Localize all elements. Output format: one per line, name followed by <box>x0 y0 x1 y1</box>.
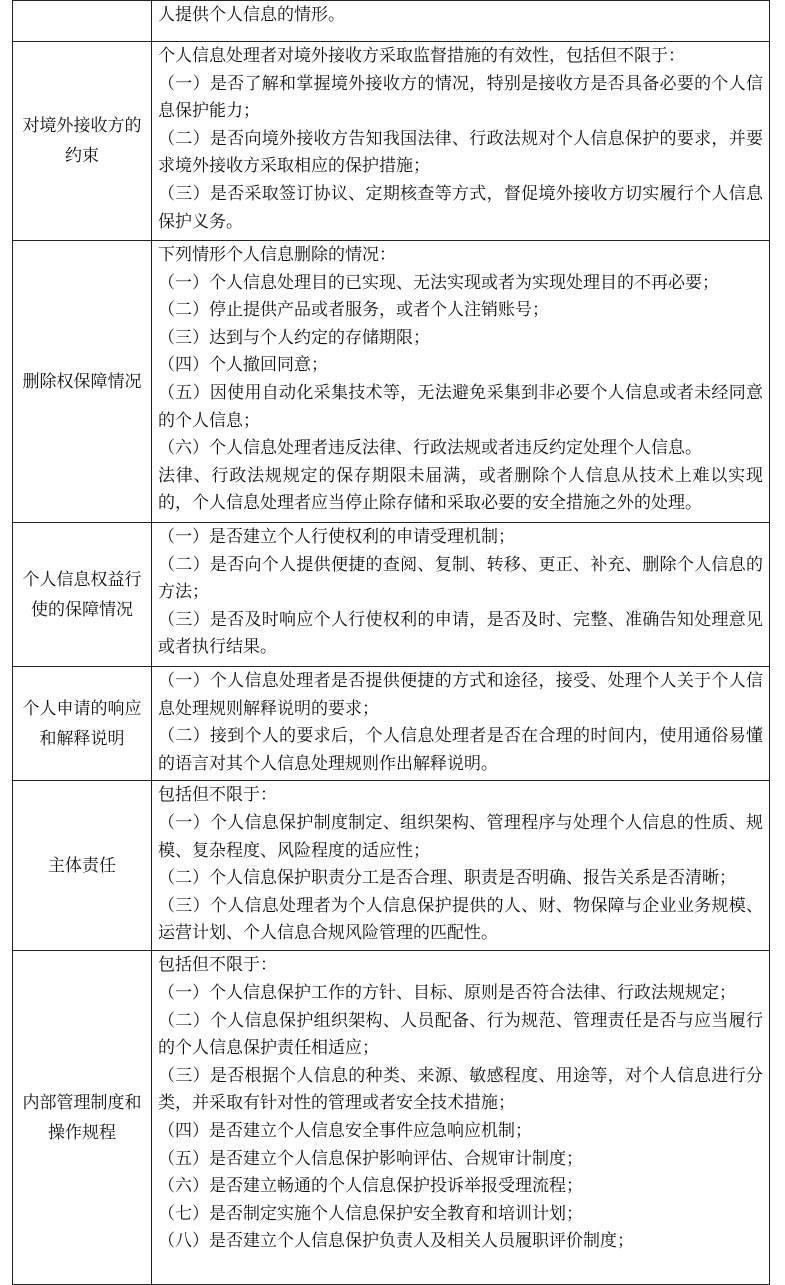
content-line: （三）是否采取签订协议、定期核查等方式，督促境外接收方切实履行个人信息保护义务。 <box>158 183 763 232</box>
row-label: 个人信息权益行使的保障情况 <box>13 523 152 667</box>
content-line: 个人信息处理者对境外接收方采取监督措施的有效性，包括但不限于： <box>158 46 685 66</box>
content-line: （五）是否建立个人信息保护影响评估、合规审计制度； <box>158 1148 583 1169</box>
content-line: （二）停止提供产品或者服务，或者个人注销账号； <box>158 300 549 321</box>
content-line: （一）个人信息处理目的已实现、无法实现或者为实现处理目的不再必要； <box>158 272 719 293</box>
content-line: （二）是否向境外接收方告知我国法律、行政法规对个人信息保护的要求，并要求境外接收方采取相应的保护措施； <box>158 128 763 177</box>
content-line: （一）是否建立个人行使权利的申请受理机制； <box>158 527 515 547</box>
row-label: 内部管理制度和操作规程 <box>13 951 152 1285</box>
content-line: 法律、行政法规规定的保存期限未届满，或者删除个人信息从技术上难以实现的，个人信息处理者应当停止除存储和采取必要的安全措施之外的处理。 <box>158 465 763 514</box>
row-content <box>152 523 770 667</box>
content-line: （三）是否根据个人信息的种类、来源、敏感程度、用途等，对个人信息进行分类，并采取有针对性的管理或者安全技术措施； <box>158 1065 763 1114</box>
table-body <box>13 1 770 1285</box>
content-line: （四）个人撤回同意； <box>158 355 328 376</box>
content-line: （一）个人信息保护工作的方针、目标、原则是否符合法律、行政法规规定； <box>158 982 736 1003</box>
row-label: 个人申请的响应和解释说明 <box>13 667 152 781</box>
content-line: （五）因使用自动化采集技术等，无法避免采集到非必要个人信息或者未经同意的个人信息； <box>158 382 763 431</box>
content-line: （三）达到与个人约定的存储期限； <box>158 327 430 348</box>
content-line: （一）是否了解和掌握境外接收方的情况，特别是接收方是否具备必要的个人信息保护能力； <box>158 73 763 122</box>
row-content <box>152 781 770 951</box>
audit-criteria-table <box>12 0 770 1285</box>
content-line: （二）个人信息保护组织架构、人员配备、行为规范、管理责任是否与应当履行的个人信息保护责任相适应； <box>158 1010 763 1059</box>
content-line: （二）个人信息保护职责分工是否合理、职责是否明确、报告关系是否清晰； <box>158 868 736 889</box>
row-label: 对境外接收方的约束 <box>13 42 152 241</box>
row-label: 主体责任 <box>13 781 152 951</box>
content-line: （二）接到个人的要求后，个人信息处理者是否在合理的时间内，使用通俗易懂的语言对其个人信息处理规则作出解释说明。 <box>158 726 763 774</box>
content-line: 下列情形个人信息删除的情况： <box>158 245 396 265</box>
row-content <box>152 42 770 241</box>
content-line: （二）是否向个人提供便捷的查阅、复制、转移、更正、补充、删除个人信息的方法； <box>158 554 763 603</box>
row-content <box>152 241 770 523</box>
content-line: （七）是否制定实施个人信息保护安全教育和培训计划； <box>158 1203 583 1224</box>
row-content <box>152 1 770 42</box>
table-row <box>13 1 770 42</box>
row-label: 删除权保障情况 <box>13 241 152 523</box>
content-line: 包括但不限于： <box>158 785 277 806</box>
content-line: （三）个人信息处理者为个人信息保护提供的人、财、物保障与企业业务规模、运营计划、个人信息合规风险管理的匹配性。 <box>158 895 763 944</box>
content-line: （六）是否建立畅通的个人信息保护投诉举报受理流程； <box>158 1176 583 1197</box>
content-line: （六）个人信息处理者违反法律、行政法规或者违反约定处理个人信息。 <box>158 438 702 459</box>
content-line: （八）是否建立个人信息保护负责人及相关人员履职评价制度； <box>158 1231 634 1252</box>
table-row <box>13 951 770 1285</box>
table-row <box>13 667 770 781</box>
table-row <box>13 781 770 951</box>
row-content <box>152 951 770 1285</box>
content-line: （四）是否建立个人信息安全事件应急响应机制； <box>158 1120 532 1141</box>
content-line: （一）个人信息处理者是否提供便捷的方式和途径，接受、处理个人关于个人信息处理规则解释说明的要求； <box>158 671 763 719</box>
table-row <box>13 523 770 667</box>
table-row <box>13 42 770 241</box>
table-row <box>13 241 770 523</box>
content-line: 人提供个人信息的情形。 <box>158 5 345 25</box>
content-line: （三）是否及时响应个人行使权利的申请，是否及时、完整、准确告知处理意见或者执行结果。 <box>158 609 763 658</box>
content-line: 包括但不限于： <box>158 955 277 976</box>
row-content <box>152 667 770 781</box>
content-line: （一）个人信息保护制度制定、组织架构、管理程序与处理个人信息的性质、规模、复杂程度、风险程度的适应性； <box>158 812 763 861</box>
row-label <box>13 1 152 42</box>
